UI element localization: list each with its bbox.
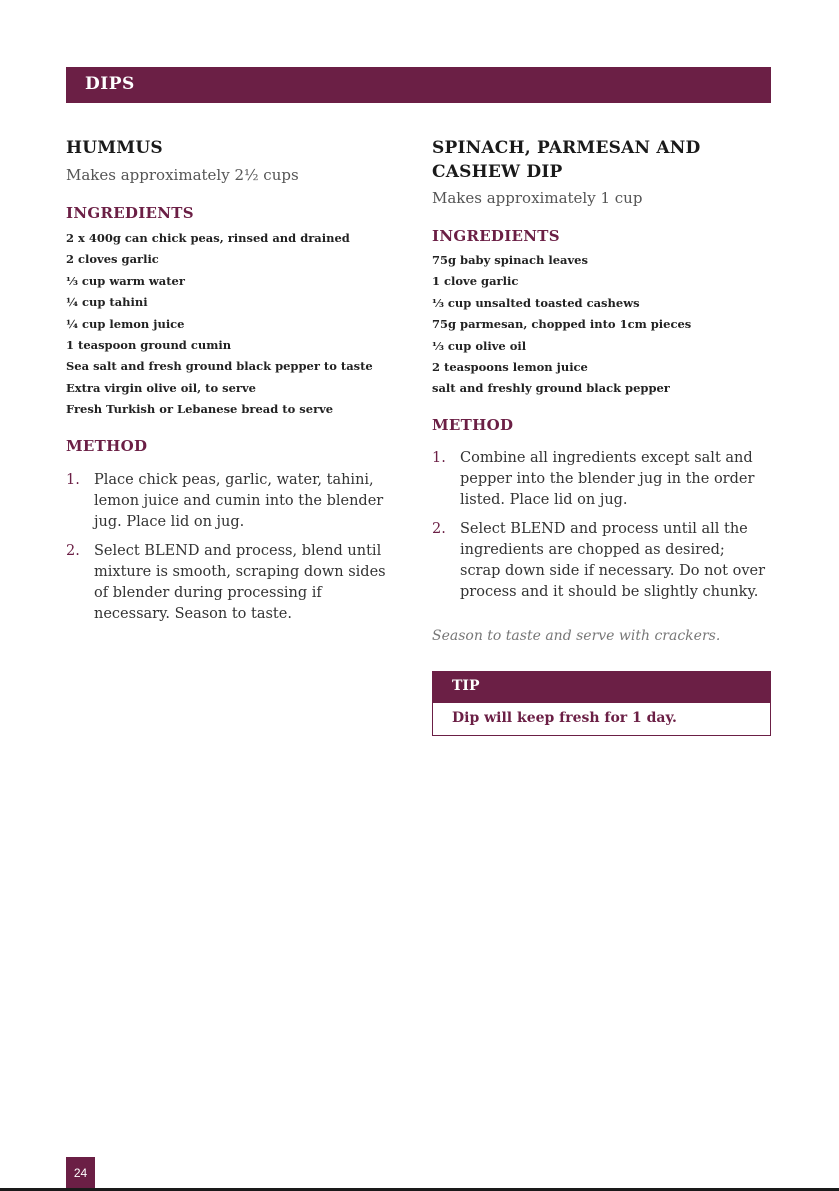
step-text: Place chick peas, garlic, water, tahini, lemon juice and cumin into the blender jug. Place lid on jug. xyxy=(94,472,384,530)
ingredients-list xyxy=(432,250,691,400)
ingredient-item: Sea salt and fresh ground black pepper to taste xyxy=(66,359,373,374)
method-list xyxy=(432,448,767,611)
serving-note: Season to taste and serve with crackers. xyxy=(432,628,721,644)
ingredient-item: ⅓ cup warm water xyxy=(66,273,185,288)
method-step xyxy=(66,470,396,533)
tip-title: TIP xyxy=(452,678,480,694)
ingredient-item: 75g baby spinach leaves xyxy=(432,253,588,267)
step-text: Combine all ingredients except salt and pepper into the blender jug in the order listed. Place lid on jug. xyxy=(460,450,755,508)
ingredient-item: 2 cloves garlic xyxy=(66,252,159,267)
method-heading: METHOD xyxy=(432,416,514,434)
ingredients-list xyxy=(66,228,373,421)
recipe-title: HUMMUS xyxy=(66,138,163,158)
ingredient-item: 2 teaspoons lemon juice xyxy=(432,360,588,375)
method-step xyxy=(66,541,396,625)
ingredient-item: Fresh Turkish or Lebanese bread to serve xyxy=(66,402,334,417)
ingredient-item: ⅓ cup unsalted toasted cashews xyxy=(432,295,640,310)
ingredient-item: 1 clove garlic xyxy=(432,274,519,289)
method-list xyxy=(66,470,396,633)
tip-text: Dip will keep fresh for 1 day. xyxy=(452,710,677,726)
step-number: 2. xyxy=(432,521,446,537)
step-number: 1. xyxy=(66,472,80,488)
ingredient-item: 75g parmesan, chopped into 1cm pieces xyxy=(432,317,692,332)
section-header-bar xyxy=(66,67,771,103)
recipe-title: SPINACH, PARMESAN AND CASHEW DIP xyxy=(432,138,701,182)
recipe-yield: Makes approximately 1 cup xyxy=(432,189,643,207)
tip-header xyxy=(433,672,770,703)
ingredient-item: ¼ cup tahini xyxy=(66,295,148,310)
ingredient-item: 1 teaspoon ground cumin xyxy=(66,338,232,353)
ingredient-item: 2 x 400g can chick peas, rinsed and drained xyxy=(66,231,350,245)
ingredient-item: ⅓ cup olive oil xyxy=(432,338,527,353)
step-number: 1. xyxy=(432,450,446,466)
ingredients-heading: INGREDIENTS xyxy=(432,227,560,245)
method-heading: METHOD xyxy=(66,437,148,455)
method-step xyxy=(432,519,767,603)
method-step xyxy=(432,448,767,511)
step-text: Select BLEND and process until all the ingredients are chopped as desired; scrap down side if necessary. Do not over process and it should be slightly chunky. xyxy=(460,521,766,600)
ingredient-item: Extra virgin olive oil, to serve xyxy=(66,380,256,395)
page-number-badge xyxy=(66,1157,95,1188)
page-number: 24 xyxy=(73,1166,88,1180)
ingredients-heading: INGREDIENTS xyxy=(66,204,194,222)
section-title: DIPS xyxy=(85,74,135,94)
ingredient-item: ¼ cup lemon juice xyxy=(66,316,185,331)
step-text: Select BLEND and process, blend until mixture is smooth, scraping down sides of blender during processing if necessary. Season to taste. xyxy=(94,543,386,622)
tip-box xyxy=(432,671,771,736)
recipe-yield: Makes approximately 2½ cups xyxy=(66,166,299,184)
ingredient-item: salt and freshly ground black pepper xyxy=(432,381,670,396)
step-number: 2. xyxy=(66,543,80,559)
